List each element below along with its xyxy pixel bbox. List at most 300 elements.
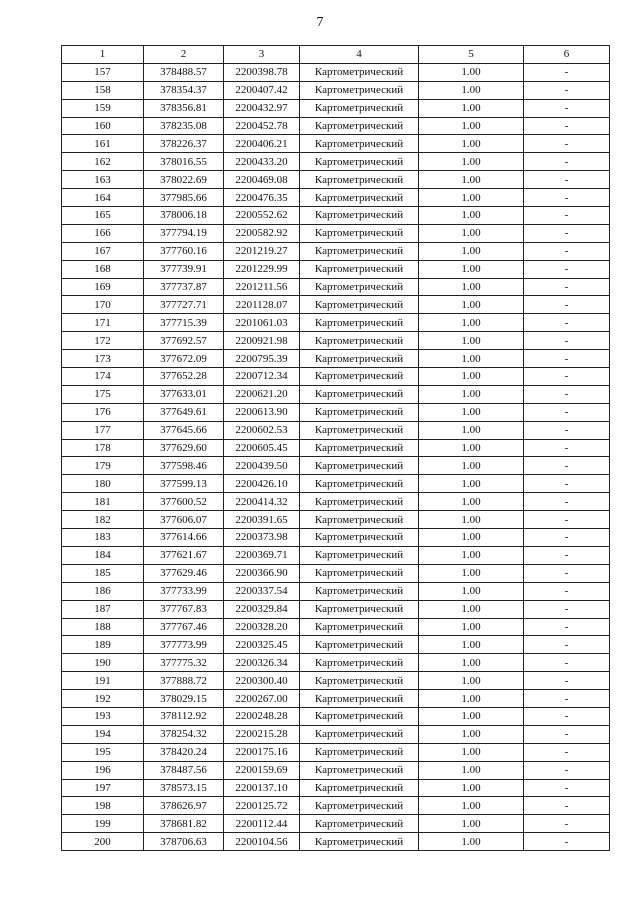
table-row <box>62 457 610 475</box>
accuracy-cell: 1.00 <box>419 457 524 475</box>
table-row <box>62 493 610 511</box>
accuracy-cell: 1.00 <box>419 135 524 153</box>
accuracy-cell: 1.00 <box>419 618 524 636</box>
note-cell: - <box>524 654 610 672</box>
accuracy-cell: 1.00 <box>419 707 524 725</box>
x-coordinate-cell: 377985.66 <box>144 189 224 207</box>
method-cell: Картометрический <box>300 421 419 439</box>
x-coordinate-cell: 378029.15 <box>144 690 224 708</box>
note-cell: - <box>524 260 610 278</box>
x-coordinate-cell: 378356.81 <box>144 99 224 117</box>
table-row <box>62 171 610 189</box>
table-row <box>62 618 610 636</box>
method-cell: Картометрический <box>300 475 419 493</box>
accuracy-cell: 1.00 <box>419 475 524 493</box>
x-coordinate-cell: 378573.15 <box>144 779 224 797</box>
column-header-6: 6 <box>524 46 610 64</box>
x-coordinate-cell: 378488.57 <box>144 63 224 81</box>
note-cell: - <box>524 600 610 618</box>
accuracy-cell: 1.00 <box>419 207 524 225</box>
point-number-cell: 168 <box>62 260 144 278</box>
table-row <box>62 815 610 833</box>
point-number-cell: 172 <box>62 332 144 350</box>
point-number-cell: 200 <box>62 833 144 851</box>
note-cell: - <box>524 493 610 511</box>
x-coordinate-cell: 377606.07 <box>144 511 224 529</box>
method-cell: Картометрический <box>300 672 419 690</box>
table-header-row <box>62 46 610 64</box>
point-number-cell: 193 <box>62 707 144 725</box>
table-row <box>62 207 610 225</box>
table-row <box>62 99 610 117</box>
note-cell: - <box>524 457 610 475</box>
accuracy-cell: 1.00 <box>419 81 524 99</box>
y-coordinate-cell: 2200366.90 <box>224 564 300 582</box>
note-cell: - <box>524 242 610 260</box>
accuracy-cell: 1.00 <box>419 242 524 260</box>
accuracy-cell: 1.00 <box>419 600 524 618</box>
method-cell: Картометрический <box>300 314 419 332</box>
accuracy-cell: 1.00 <box>419 171 524 189</box>
accuracy-cell: 1.00 <box>419 529 524 547</box>
y-coordinate-cell: 2200921.98 <box>224 332 300 350</box>
y-coordinate-cell: 2200337.54 <box>224 582 300 600</box>
x-coordinate-cell: 377649.61 <box>144 403 224 421</box>
point-number-cell: 164 <box>62 189 144 207</box>
point-number-cell: 192 <box>62 690 144 708</box>
y-coordinate-cell: 2200175.16 <box>224 743 300 761</box>
accuracy-cell: 1.00 <box>419 350 524 368</box>
point-number-cell: 180 <box>62 475 144 493</box>
method-cell: Картометрический <box>300 296 419 314</box>
table-row <box>62 582 610 600</box>
x-coordinate-cell: 378706.63 <box>144 833 224 851</box>
x-coordinate-cell: 378626.97 <box>144 797 224 815</box>
point-number-cell: 175 <box>62 385 144 403</box>
y-coordinate-cell: 2201061.03 <box>224 314 300 332</box>
x-coordinate-cell: 377727.71 <box>144 296 224 314</box>
note-cell: - <box>524 224 610 242</box>
y-coordinate-cell: 2200329.84 <box>224 600 300 618</box>
method-cell: Картометрический <box>300 797 419 815</box>
y-coordinate-cell: 2201128.07 <box>224 296 300 314</box>
point-number-cell: 178 <box>62 439 144 457</box>
note-cell: - <box>524 153 610 171</box>
y-coordinate-cell: 2200300.40 <box>224 672 300 690</box>
accuracy-cell: 1.00 <box>419 439 524 457</box>
x-coordinate-cell: 377629.46 <box>144 564 224 582</box>
method-cell: Картометрический <box>300 743 419 761</box>
table-row <box>62 135 610 153</box>
accuracy-cell: 1.00 <box>419 725 524 743</box>
method-cell: Картометрический <box>300 833 419 851</box>
x-coordinate-cell: 377614.66 <box>144 529 224 547</box>
table-row <box>62 636 610 654</box>
point-number-cell: 191 <box>62 672 144 690</box>
note-cell: - <box>524 350 610 368</box>
point-number-cell: 161 <box>62 135 144 153</box>
y-coordinate-cell: 2200602.53 <box>224 421 300 439</box>
accuracy-cell: 1.00 <box>419 672 524 690</box>
x-coordinate-cell: 377733.99 <box>144 582 224 600</box>
point-number-cell: 187 <box>62 600 144 618</box>
y-coordinate-cell: 2200552.62 <box>224 207 300 225</box>
point-number-cell: 158 <box>62 81 144 99</box>
x-coordinate-cell: 378022.69 <box>144 171 224 189</box>
note-cell: - <box>524 117 610 135</box>
accuracy-cell: 1.00 <box>419 260 524 278</box>
accuracy-cell: 1.00 <box>419 493 524 511</box>
method-cell: Картометрический <box>300 457 419 475</box>
point-number-cell: 170 <box>62 296 144 314</box>
table-row <box>62 189 610 207</box>
table-row <box>62 63 610 81</box>
method-cell: Картометрический <box>300 761 419 779</box>
x-coordinate-cell: 377737.87 <box>144 278 224 296</box>
accuracy-cell: 1.00 <box>419 761 524 779</box>
y-coordinate-cell: 2200104.56 <box>224 833 300 851</box>
table-row <box>62 511 610 529</box>
point-number-cell: 165 <box>62 207 144 225</box>
point-number-cell: 166 <box>62 224 144 242</box>
accuracy-cell: 1.00 <box>419 564 524 582</box>
y-coordinate-cell: 2200426.10 <box>224 475 300 493</box>
y-coordinate-cell: 2200328.20 <box>224 618 300 636</box>
point-number-cell: 185 <box>62 564 144 582</box>
column-header-2: 2 <box>144 46 224 64</box>
point-number-cell: 183 <box>62 529 144 547</box>
note-cell: - <box>524 725 610 743</box>
x-coordinate-cell: 377633.01 <box>144 385 224 403</box>
y-coordinate-cell: 2200406.21 <box>224 135 300 153</box>
x-coordinate-cell: 377715.39 <box>144 314 224 332</box>
point-number-cell: 196 <box>62 761 144 779</box>
method-cell: Картометрический <box>300 63 419 81</box>
accuracy-cell: 1.00 <box>419 368 524 386</box>
accuracy-cell: 1.00 <box>419 153 524 171</box>
note-cell: - <box>524 529 610 547</box>
method-cell: Картометрический <box>300 224 419 242</box>
x-coordinate-cell: 378226.37 <box>144 135 224 153</box>
method-cell: Картометрический <box>300 81 419 99</box>
y-coordinate-cell: 2200267.00 <box>224 690 300 708</box>
table-row <box>62 314 610 332</box>
y-coordinate-cell: 2200452.78 <box>224 117 300 135</box>
accuracy-cell: 1.00 <box>419 833 524 851</box>
method-cell: Картометрический <box>300 153 419 171</box>
note-cell: - <box>524 546 610 564</box>
note-cell: - <box>524 385 610 403</box>
point-number-cell: 171 <box>62 314 144 332</box>
point-number-cell: 186 <box>62 582 144 600</box>
x-coordinate-cell: 377760.16 <box>144 242 224 260</box>
table-row <box>62 797 610 815</box>
method-cell: Картометрический <box>300 99 419 117</box>
note-cell: - <box>524 761 610 779</box>
point-number-cell: 176 <box>62 403 144 421</box>
y-coordinate-cell: 2200215.28 <box>224 725 300 743</box>
method-cell: Картометрический <box>300 815 419 833</box>
x-coordinate-cell: 377767.46 <box>144 618 224 636</box>
table-row <box>62 439 610 457</box>
point-number-cell: 194 <box>62 725 144 743</box>
method-cell: Картометрический <box>300 368 419 386</box>
method-cell: Картометрический <box>300 636 419 654</box>
note-cell: - <box>524 368 610 386</box>
table-row <box>62 707 610 725</box>
point-number-cell: 177 <box>62 421 144 439</box>
note-cell: - <box>524 189 610 207</box>
table-row <box>62 421 610 439</box>
method-cell: Картометрический <box>300 207 419 225</box>
note-cell: - <box>524 81 610 99</box>
note-cell: - <box>524 797 610 815</box>
y-coordinate-cell: 2200795.39 <box>224 350 300 368</box>
y-coordinate-cell: 2200712.34 <box>224 368 300 386</box>
y-coordinate-cell: 2201211.56 <box>224 278 300 296</box>
table-row <box>62 529 610 547</box>
method-cell: Картометрический <box>300 564 419 582</box>
point-number-cell: 181 <box>62 493 144 511</box>
point-number-cell: 190 <box>62 654 144 672</box>
note-cell: - <box>524 618 610 636</box>
x-coordinate-cell: 377598.46 <box>144 457 224 475</box>
y-coordinate-cell: 2200112.44 <box>224 815 300 833</box>
note-cell: - <box>524 439 610 457</box>
x-coordinate-cell: 377773.99 <box>144 636 224 654</box>
accuracy-cell: 1.00 <box>419 117 524 135</box>
method-cell: Картометрический <box>300 135 419 153</box>
table-row <box>62 743 610 761</box>
x-coordinate-cell: 378420.24 <box>144 743 224 761</box>
column-header-1: 1 <box>62 46 144 64</box>
x-coordinate-cell: 378006.18 <box>144 207 224 225</box>
table-row <box>62 242 610 260</box>
y-coordinate-cell: 2200248.28 <box>224 707 300 725</box>
method-cell: Картометрический <box>300 242 419 260</box>
method-cell: Картометрический <box>300 171 419 189</box>
x-coordinate-cell: 377600.52 <box>144 493 224 511</box>
method-cell: Картометрический <box>300 385 419 403</box>
table-row <box>62 296 610 314</box>
method-cell: Картометрический <box>300 725 419 743</box>
accuracy-cell: 1.00 <box>419 582 524 600</box>
method-cell: Картометрический <box>300 278 419 296</box>
point-number-cell: 169 <box>62 278 144 296</box>
note-cell: - <box>524 207 610 225</box>
y-coordinate-cell: 2201219.27 <box>224 242 300 260</box>
point-number-cell: 188 <box>62 618 144 636</box>
x-coordinate-cell: 377645.66 <box>144 421 224 439</box>
note-cell: - <box>524 278 610 296</box>
point-number-cell: 163 <box>62 171 144 189</box>
x-coordinate-cell: 377767.83 <box>144 600 224 618</box>
note-cell: - <box>524 421 610 439</box>
y-coordinate-cell: 2200582.92 <box>224 224 300 242</box>
point-number-cell: 195 <box>62 743 144 761</box>
y-coordinate-cell: 2200414.32 <box>224 493 300 511</box>
table-row <box>62 350 610 368</box>
table-row <box>62 600 610 618</box>
y-coordinate-cell: 2200433.20 <box>224 153 300 171</box>
x-coordinate-cell: 378354.37 <box>144 81 224 99</box>
table-row <box>62 725 610 743</box>
accuracy-cell: 1.00 <box>419 296 524 314</box>
note-cell: - <box>524 332 610 350</box>
method-cell: Картометрический <box>300 779 419 797</box>
point-number-cell: 157 <box>62 63 144 81</box>
method-cell: Картометрический <box>300 654 419 672</box>
table-row <box>62 117 610 135</box>
table-row <box>62 224 610 242</box>
table-row <box>62 546 610 564</box>
x-coordinate-cell: 377775.32 <box>144 654 224 672</box>
table-body <box>62 63 610 850</box>
y-coordinate-cell: 2200613.90 <box>224 403 300 421</box>
accuracy-cell: 1.00 <box>419 815 524 833</box>
y-coordinate-cell: 2200476.35 <box>224 189 300 207</box>
method-cell: Картометрический <box>300 511 419 529</box>
x-coordinate-cell: 377672.09 <box>144 350 224 368</box>
accuracy-cell: 1.00 <box>419 511 524 529</box>
accuracy-cell: 1.00 <box>419 636 524 654</box>
accuracy-cell: 1.00 <box>419 278 524 296</box>
y-coordinate-cell: 2200137.10 <box>224 779 300 797</box>
accuracy-cell: 1.00 <box>419 385 524 403</box>
method-cell: Картометрический <box>300 350 419 368</box>
note-cell: - <box>524 564 610 582</box>
method-cell: Картометрический <box>300 618 419 636</box>
method-cell: Картометрический <box>300 690 419 708</box>
point-number-cell: 184 <box>62 546 144 564</box>
method-cell: Картометрический <box>300 529 419 547</box>
x-coordinate-cell: 377888.72 <box>144 672 224 690</box>
table-row <box>62 761 610 779</box>
x-coordinate-cell: 378016.55 <box>144 153 224 171</box>
coordinates-table <box>61 45 610 851</box>
x-coordinate-cell: 377692.57 <box>144 332 224 350</box>
method-cell: Картометрический <box>300 600 419 618</box>
table-row <box>62 278 610 296</box>
y-coordinate-cell: 2200469.08 <box>224 171 300 189</box>
method-cell: Картометрический <box>300 117 419 135</box>
note-cell: - <box>524 63 610 81</box>
x-coordinate-cell: 378235.08 <box>144 117 224 135</box>
x-coordinate-cell: 377621.67 <box>144 546 224 564</box>
note-cell: - <box>524 690 610 708</box>
y-coordinate-cell: 2200432.97 <box>224 99 300 117</box>
accuracy-cell: 1.00 <box>419 99 524 117</box>
x-coordinate-cell: 377652.28 <box>144 368 224 386</box>
table-row <box>62 654 610 672</box>
table-row <box>62 81 610 99</box>
x-coordinate-cell: 378254.32 <box>144 725 224 743</box>
note-cell: - <box>524 171 610 189</box>
column-header-3: 3 <box>224 46 300 64</box>
method-cell: Картометрический <box>300 260 419 278</box>
note-cell: - <box>524 815 610 833</box>
point-number-cell: 197 <box>62 779 144 797</box>
page-number: 7 <box>316 15 324 30</box>
accuracy-cell: 1.00 <box>419 690 524 708</box>
table-row <box>62 403 610 421</box>
x-coordinate-cell: 377629.60 <box>144 439 224 457</box>
method-cell: Картометрический <box>300 403 419 421</box>
table-row <box>62 833 610 851</box>
accuracy-cell: 1.00 <box>419 779 524 797</box>
table-row <box>62 368 610 386</box>
y-coordinate-cell: 2200373.98 <box>224 529 300 547</box>
y-coordinate-cell: 2200325.45 <box>224 636 300 654</box>
y-coordinate-cell: 2200369.71 <box>224 546 300 564</box>
column-header-5: 5 <box>419 46 524 64</box>
point-number-cell: 173 <box>62 350 144 368</box>
x-coordinate-cell: 377599.13 <box>144 475 224 493</box>
point-number-cell: 198 <box>62 797 144 815</box>
y-coordinate-cell: 2200621.20 <box>224 385 300 403</box>
note-cell: - <box>524 833 610 851</box>
y-coordinate-cell: 2200398.78 <box>224 63 300 81</box>
point-number-cell: 167 <box>62 242 144 260</box>
y-coordinate-cell: 2200125.72 <box>224 797 300 815</box>
table-row <box>62 385 610 403</box>
table-row <box>62 260 610 278</box>
method-cell: Картометрический <box>300 189 419 207</box>
note-cell: - <box>524 707 610 725</box>
point-number-cell: 179 <box>62 457 144 475</box>
column-header-4: 4 <box>300 46 419 64</box>
note-cell: - <box>524 779 610 797</box>
y-coordinate-cell: 2200391.65 <box>224 511 300 529</box>
y-coordinate-cell: 2201229.99 <box>224 260 300 278</box>
accuracy-cell: 1.00 <box>419 224 524 242</box>
note-cell: - <box>524 135 610 153</box>
method-cell: Картометрический <box>300 582 419 600</box>
method-cell: Картометрический <box>300 493 419 511</box>
accuracy-cell: 1.00 <box>419 332 524 350</box>
x-coordinate-cell: 378487.56 <box>144 761 224 779</box>
note-cell: - <box>524 743 610 761</box>
table-row <box>62 672 610 690</box>
point-number-cell: 182 <box>62 511 144 529</box>
accuracy-cell: 1.00 <box>419 314 524 332</box>
x-coordinate-cell: 378681.82 <box>144 815 224 833</box>
accuracy-cell: 1.00 <box>419 654 524 672</box>
table-row <box>62 332 610 350</box>
accuracy-cell: 1.00 <box>419 546 524 564</box>
point-number-cell: 160 <box>62 117 144 135</box>
point-number-cell: 174 <box>62 368 144 386</box>
table-row <box>62 779 610 797</box>
y-coordinate-cell: 2200407.42 <box>224 81 300 99</box>
method-cell: Картометрический <box>300 546 419 564</box>
note-cell: - <box>524 636 610 654</box>
point-number-cell: 159 <box>62 99 144 117</box>
note-cell: - <box>524 403 610 421</box>
method-cell: Картометрический <box>300 439 419 457</box>
table-row <box>62 564 610 582</box>
method-cell: Картометрический <box>300 332 419 350</box>
accuracy-cell: 1.00 <box>419 421 524 439</box>
accuracy-cell: 1.00 <box>419 189 524 207</box>
point-number-cell: 189 <box>62 636 144 654</box>
y-coordinate-cell: 2200439.50 <box>224 457 300 475</box>
point-number-cell: 162 <box>62 153 144 171</box>
x-coordinate-cell: 377794.19 <box>144 224 224 242</box>
x-coordinate-cell: 378112.92 <box>144 707 224 725</box>
method-cell: Картометрический <box>300 707 419 725</box>
note-cell: - <box>524 314 610 332</box>
